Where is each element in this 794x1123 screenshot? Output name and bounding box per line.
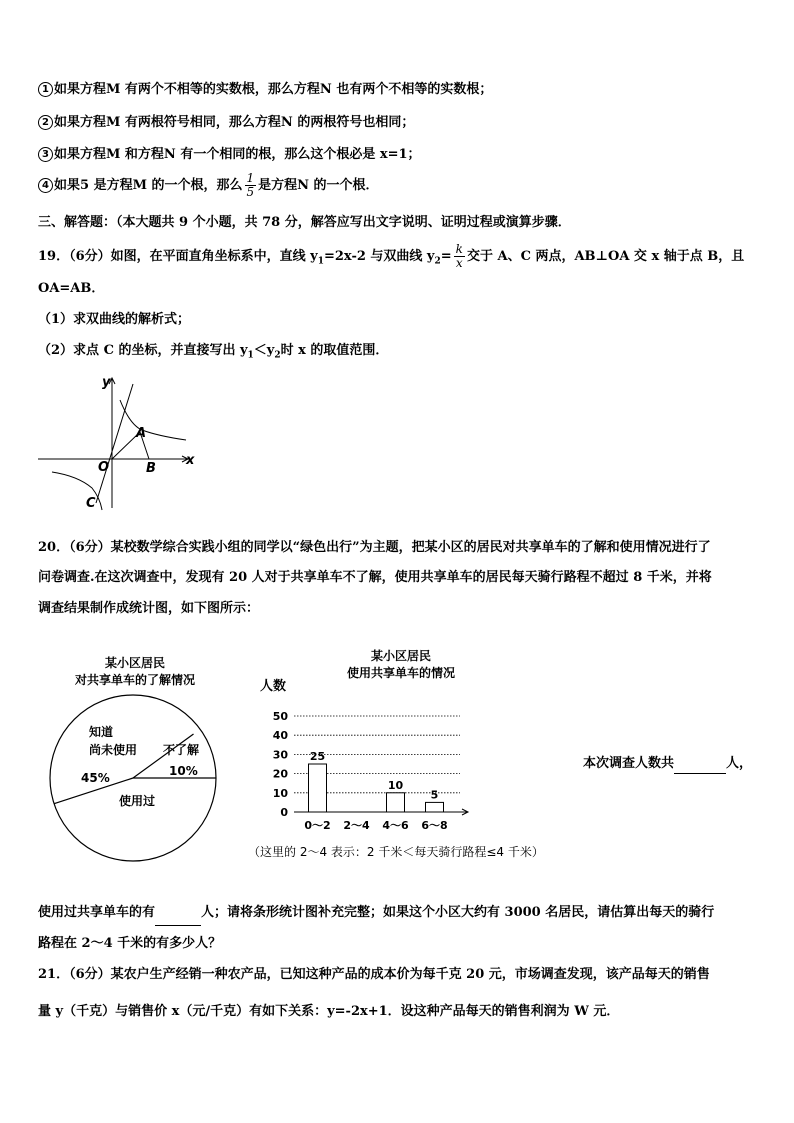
statement-1: 1 如果方程M 有两个不相等的实数根，那么方程N 也有两个不相等的实数根； [38, 80, 492, 100]
chart-note: （这里的 2～4 表示：2 千米＜每天骑行路程≤4 千米） [248, 845, 544, 859]
hyperbola-branch-upper [120, 400, 186, 440]
pie-label-unknown: 不了解 [163, 743, 200, 757]
bar-category-label: 2～4 [343, 819, 370, 832]
label-x: x [186, 453, 195, 468]
bar-title: 某小区居民 使用共享单车的情况 [346, 649, 455, 680]
pie-label-known-line1: 知道 [89, 725, 114, 739]
fraction: $\frac{k}{x}$ [455, 242, 463, 270]
pie-label-known-line2: 尚未使用 [89, 743, 138, 757]
bar-value-label: 10 [387, 778, 404, 792]
q20-side-question: 本次调查人数共 人， [583, 752, 752, 774]
bar [387, 793, 405, 812]
q20-line2: 问卷调查.在这次调查中，发现有 20 人对于共享单车不了解，使用共享单车的居民每天骑行路程不超过 8 千米，并将 [38, 570, 712, 585]
pie-value-unknown: 10% [169, 764, 198, 778]
bar-chart [250, 672, 480, 840]
answer-blank[interactable] [155, 905, 201, 926]
q20-line1: 20．（6分）某校数学综合实践小组的同学以“绿色出行”为主题，把某小区的居民对共享单车的了解和使用情况进行了 [38, 540, 711, 555]
q19-line1: 19．（6分）如图，在平面直角坐标系中，直线 $y_1=2x-2$ 与双曲线 $y_2=$ $\frac{k}{x}$ 交于 A、C 两点，AB⊥OA 交 x 轴于点 B，且 [38, 242, 745, 270]
bar-ylabel: 人数 [260, 679, 287, 694]
q19-line2: OA=AB． [38, 281, 105, 296]
statement-2: 2 如果方程M 有两根符号相同，那么方程N 的两根符号也相同； [38, 113, 414, 133]
bar-value-label: 25 [309, 750, 326, 763]
circled-number: 4 [38, 178, 53, 193]
circled-number: 1 [38, 82, 53, 97]
bar-ytick-label: 50 [272, 710, 288, 723]
statement-3: 3 如果方程M 和方程N 有一个相同的根，那么这个根必是 x=1； [38, 145, 421, 165]
bar-ytick-label: 10 [272, 786, 288, 800]
pie-title: 某小区居民 对共享单车的了解情况 [74, 656, 195, 687]
bar [426, 802, 444, 812]
q19-part2: （2）求点 C 的坐标，并直接写出 $y_1<y_2$时 x 的取值范围． [38, 343, 389, 361]
q19-coordinate-figure [30, 370, 200, 515]
label-A: A [136, 426, 147, 441]
answer-blank[interactable] [674, 758, 726, 774]
label-C: C [86, 496, 96, 511]
bar-category-label: 6～8 [421, 819, 448, 832]
bar-ytick-label: 20 [272, 767, 288, 781]
pie-label-used: 使用过 [119, 794, 156, 808]
bar-ytick-label: 40 [272, 729, 288, 743]
label-O: O [98, 460, 110, 475]
q20-after1: 使用过共享单车的有 人；请将条形统计图补充完整；如果这个小区大约有 3000 名居民，请估算出每天的骑行 [38, 903, 714, 926]
pie-chart [45, 692, 225, 864]
q20-line3: 调查结果制作成统计图，如下图所示： [38, 601, 260, 616]
fraction: $\frac{1}{5}$ [246, 171, 255, 199]
bar [309, 764, 327, 812]
bar-category-label: 4～6 [382, 819, 409, 832]
bar-ytick-label: 0 [280, 806, 288, 819]
q19-part1: （1）求双曲线的解析式； [38, 312, 191, 327]
circled-number: 3 [38, 147, 53, 162]
bar-value-label: 5 [430, 788, 439, 802]
q21-line1: 21．（6分）某农户生产经销一种农产品，已知这种产品的成本价为每千克 20 元，市场调查发现，该产品每天的销售 [38, 967, 710, 982]
label-y: y [102, 375, 111, 390]
bar-category-label: 0～2 [304, 819, 331, 832]
q20-after2: 路程在 2～4 千米的有多少人？ [38, 936, 222, 951]
circled-number: 2 [38, 115, 53, 130]
q21-line2: 量 y（千克）与销售价 x（元/千克）有如下关系：y=-2x+1．设这种产品每天的销售利润为 W 元． [38, 1004, 620, 1019]
bar-ytick-label: 30 [272, 748, 288, 762]
section-title: 三、解答题：（本大题共 9 个小题，共 78 分，解答应写出文字说明、证明过程或演算步骤． [38, 215, 571, 230]
statement-4: 4 如果5 是方程M 的一个根，那么 $\frac{1}{5}$ 是方程N 的一个根． [38, 172, 379, 199]
label-B: B [146, 461, 156, 476]
pie-value-known: 45% [81, 771, 110, 785]
